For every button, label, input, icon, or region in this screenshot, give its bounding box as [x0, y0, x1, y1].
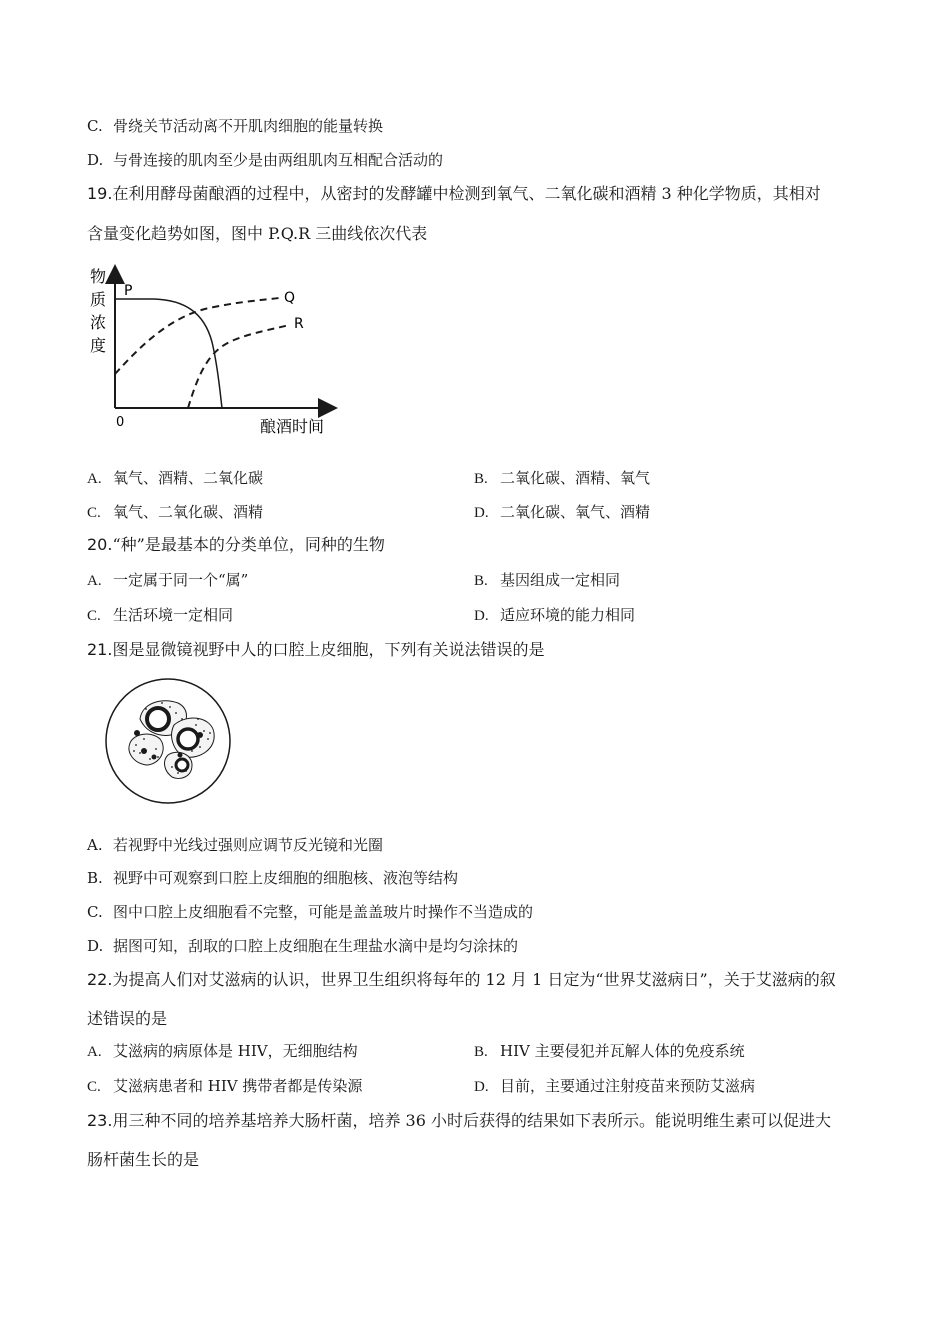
cell-nucleus: [141, 748, 147, 754]
option-label: C.: [87, 505, 101, 521]
q23-stem-line1: [87, 1110, 831, 1132]
option-text: 目前，主要通过注射疫苗来预防艾滋病: [500, 1077, 756, 1095]
cell-nucleus: [178, 753, 183, 758]
q22-option-a: [87, 1041, 358, 1062]
question-number: 23.: [87, 1111, 113, 1130]
option-label: A.: [87, 471, 102, 487]
option-text: HIV 主要侵犯并瓦解人体的免疫系统: [500, 1042, 745, 1060]
microscope-svg: [100, 673, 238, 807]
y-axis-label-char-4: 度: [89, 336, 107, 355]
q20-option-b: [474, 570, 620, 591]
air-bubble: [178, 729, 198, 749]
q22-stem-line2: [87, 1008, 167, 1030]
chart-svg: [84, 262, 344, 442]
q18-option-d: [87, 150, 443, 170]
question-text: 含量变化趋势如图，图中 P.Q.R 三曲线依次代表: [87, 224, 428, 243]
curve-p: [115, 299, 222, 408]
option-label: C.: [87, 1079, 101, 1095]
option-text: 艾滋病的病原体是 HIV，无细胞结构: [113, 1042, 358, 1060]
option-text: 若视野中光线过强则应调节反光镜和光圈: [113, 836, 384, 854]
option-text: 一定属于同一个“属”: [113, 571, 249, 589]
q21-option-d: [87, 936, 518, 956]
curve-label-p: P: [124, 283, 133, 299]
q19-option-d: [474, 502, 650, 523]
q21-stem: [87, 639, 544, 661]
option-label: B.: [87, 869, 103, 887]
option-label: C.: [87, 608, 101, 624]
option-label: D.: [87, 937, 104, 955]
option-text: 适应环境的能力相同: [500, 606, 636, 624]
option-text: 生活环境一定相同: [113, 606, 234, 624]
q19-option-b: [474, 468, 650, 489]
option-label: C.: [87, 117, 103, 135]
x-axis-label: 酿酒时间: [260, 417, 325, 436]
option-text: 氧气、酒精、二氧化碳: [113, 469, 264, 487]
question-number: 19.: [87, 184, 113, 203]
option-text: 二氧化碳、氧气、酒精: [500, 503, 651, 521]
y-axis-label-char-1: 物: [89, 267, 107, 286]
question-number: 21.: [87, 640, 113, 659]
cell-nucleus: [197, 732, 203, 738]
option-label: C.: [87, 903, 103, 921]
curve-q: [115, 298, 279, 374]
q21-microscope-view: [100, 673, 238, 807]
q19-concentration-chart: [84, 262, 344, 442]
q22-stem-line1: [87, 969, 836, 991]
option-text: 基因组成一定相同: [500, 571, 621, 589]
q18-option-c: [87, 116, 383, 136]
q21-option-c: [87, 902, 533, 922]
option-text: 与骨连接的肌肉至少是由两组肌肉互相配合活动的: [113, 151, 444, 169]
option-label: A.: [87, 1044, 102, 1060]
curve-label-r: R: [294, 316, 304, 332]
question-text: 图是显微镜视野中人的口腔上皮细胞，下列有关说法错误的是: [112, 640, 545, 659]
q20-option-a: [87, 570, 248, 591]
q23-stem-line2: [87, 1149, 199, 1171]
q19-stem-line1: [87, 183, 821, 205]
option-label: B.: [474, 573, 488, 589]
q21-option-a: [87, 835, 383, 855]
q19-stem-line2: [87, 223, 427, 245]
option-text: 艾滋病患者和 HIV 携带者都是传染源: [113, 1077, 363, 1095]
option-label: B.: [474, 471, 488, 487]
curve-label-q: Q: [284, 290, 296, 306]
y-axis-label-char-3: 浓: [89, 313, 107, 332]
option-label: D.: [474, 505, 489, 521]
q20-option-d: [474, 605, 635, 626]
q22-option-c: [87, 1076, 362, 1097]
option-label: D.: [474, 1079, 489, 1095]
q19-option-c: [87, 502, 263, 523]
question-text: 用三种不同的培养基培养大肠杆菌，培养 36 小时后获得的结果如下表所示。能说明维生素可以促进大: [112, 1111, 831, 1130]
cell-nucleus: [152, 755, 157, 760]
option-label: A.: [87, 573, 102, 589]
option-label: B.: [474, 1044, 488, 1060]
option-text: 骨绕关节活动离不开肌肉细胞的能量转换: [113, 117, 384, 135]
option-label: A.: [87, 836, 103, 854]
question-text: 在利用酵母菌酿酒的过程中，从密封的发酵罐中检测到氧气、二氧化碳和酒精 3 种化学物质，其相对: [112, 184, 821, 203]
option-label: D.: [474, 608, 489, 624]
q19-option-a: [87, 468, 263, 489]
air-bubble: [176, 759, 188, 771]
y-axis-label-char-2: 质: [89, 290, 107, 309]
cell-nucleus: [134, 730, 140, 736]
option-text: 据图可知，刮取的口腔上皮细胞在生理盐水滴中是均匀涂抹的: [113, 937, 519, 955]
q21-option-b: [87, 868, 458, 888]
q20-option-c: [87, 605, 233, 626]
curve-r: [188, 325, 289, 408]
option-text: 图中口腔上皮细胞看不完整，可能是盖盖玻片时操作不当造成的: [113, 903, 534, 921]
question-number: 22.: [87, 970, 113, 989]
question-text: “种”是最基本的分类单位，同种的生物: [112, 535, 385, 554]
question-text: 肠杆菌生长的是: [87, 1150, 200, 1169]
option-text: 视野中可观察到口腔上皮细胞的细胞核、液泡等结构: [113, 869, 459, 887]
option-label: D.: [87, 151, 104, 169]
air-bubble: [147, 708, 169, 730]
option-text: 氧气、二氧化碳、酒精: [113, 503, 264, 521]
q20-stem: [87, 534, 385, 556]
option-text: 二氧化碳、酒精、氧气: [500, 469, 651, 487]
origin-label: 0: [116, 415, 125, 430]
question-number: 20.: [87, 535, 113, 554]
question-text: 为提高人们对艾滋病的认识，世界卫生组织将每年的 12 月 1 日定为“世界艾滋病日”，关于艾滋病的叙: [112, 970, 836, 989]
question-text: 述错误的是: [87, 1009, 168, 1028]
q22-option-d: [474, 1076, 755, 1097]
q22-option-b: [474, 1041, 745, 1062]
